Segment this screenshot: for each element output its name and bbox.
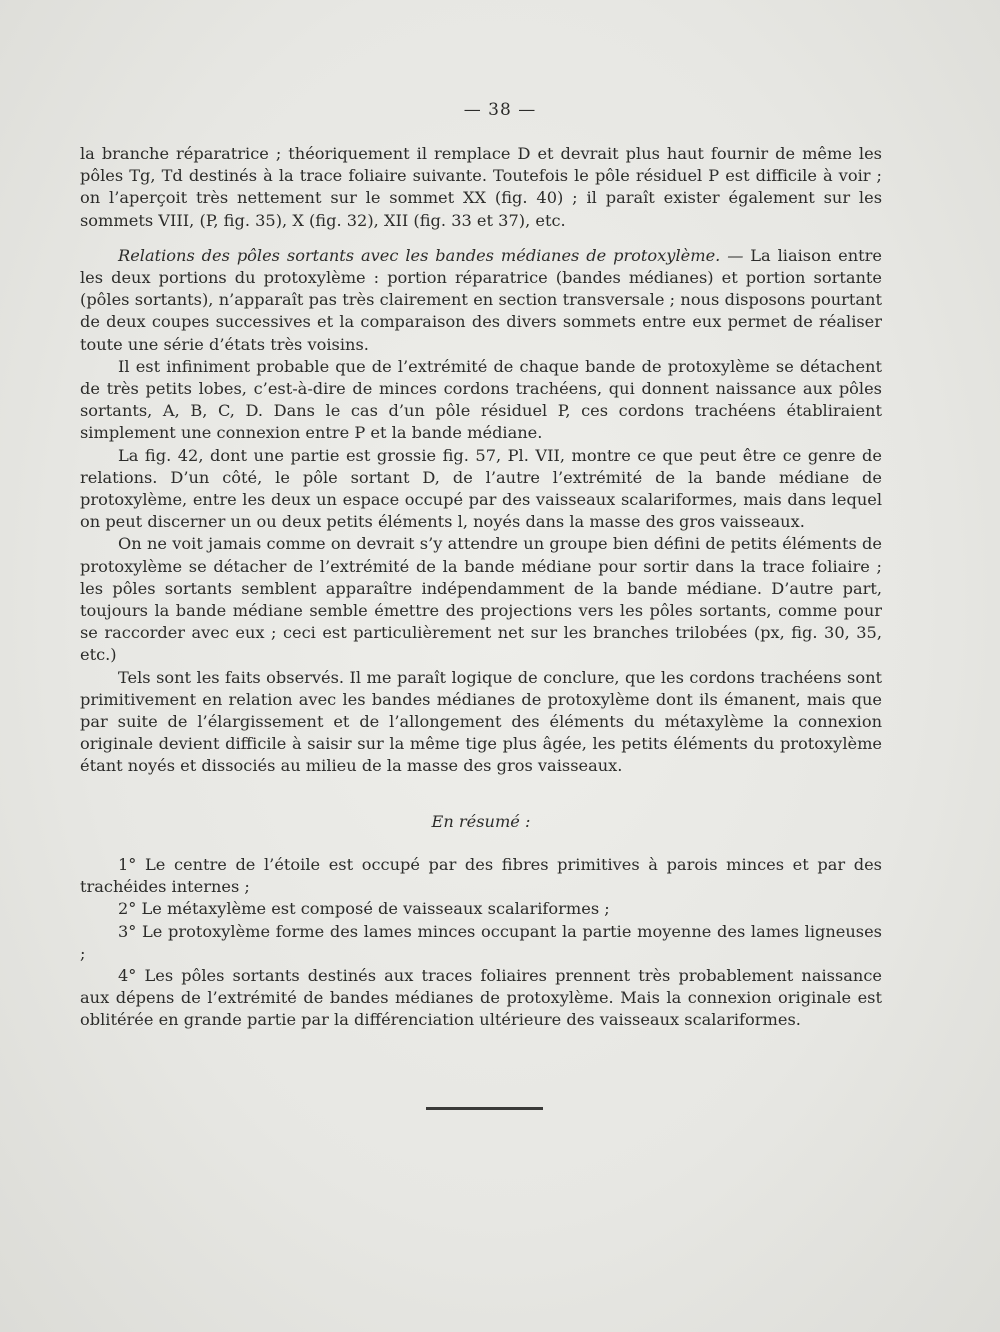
summary-item-text: 1° Le centre de l’étoile est occupé par des fibres primitives à parois minces et par des trachéides internes ; [80,854,882,897]
paragraph [80,667,882,778]
paragraph-text: La fig. 42, dont une partie est grossie fig. 57, Pl. VII, montre ce que peut être ce genre de relations. D’un côté, le pôle sortant D, de l’autre l’extrémité de la bande médiane de protoxylème, entre les deux un espace occupé par des vaisseaux scalariformes, mais dans lequel on peut discerner un ou deux petits éléments l, noyés dans la masse des gros vaisseaux. [80,445,882,532]
paragraph [80,356,882,445]
summary-item-text: 3° Le protoxylème forme des lames minces occupant la partie moyenne des lames ligneuses ; [80,921,882,963]
paragraph [80,533,882,666]
summary-heading: En résumé : [431,811,531,831]
summary-item [80,854,882,898]
paragraph [80,245,882,356]
section-title: Relations des pôles sortants avec les bandes médianes de protoxylème. — [118,245,744,265]
paragraph-text: la branche réparatrice ; théoriquement il remplace D et devrait plus haut fournir de même les pôles Tg, Td destinés à la trace foliaire suivante. Toutefois le pôle résiduel P est difficile à voir ; on l’aperçoit très nettement sur le sommet XX (fig. 40) ; il paraît exister également sur les sommets VIII, (P, fig. 35), X (fig. 32), XII (fig. 33 et 37), etc. [80,144,882,230]
summary-item [80,921,882,965]
paragraph-text: Il est infiniment probable que de l’extrémité de chaque bande de protoxylème se détachent de très petits lobes, c’est-à-dire de minces cordons trachéens, qui donnent naissance aux pôles sortants, A, B, C, D. Dans le cas d’un pôle résiduel P, ces cordons trachéens établiraient simplement une connexion entre P et la bande médiane. [80,356,882,443]
paragraph-text: Tels sont les faits observés. Il me paraît logique de conclure, que les cordons trachéens sont primitivement en relation avec les bandes médianes de protoxylème dont ils émanent, mais que par suite de l’élargissement et de l’allongement des éléments du métaxylème la connexion originale devient difficile à saisir sur la même tige plus âgée, les petits éléments du protoxylème étant noyés et dissociés au milieu de la masse des gros vaisseaux. [80,667,882,776]
paragraph-text: La liaison entre les deux portions du protoxylème : portion réparatrice (bandes médianes) et portion sortante (pôles sortants), n’apparaît pas très clairement en section transversale ; nous disposons pourtant de deux coupes successives et la comparaison des divers sommets entre eux permet de réaliser toute une série d’états très voisins. [80,245,882,354]
body-text [80,143,882,1032]
summary-item-text: 2° Le métaxylème est composé de vaisseaux scalariformes ; [118,899,610,919]
paragraph [80,143,882,232]
page-number: — 38 — [463,100,537,120]
paragraph [80,445,882,534]
summary-item [80,965,882,1032]
closing-rule [426,1107,543,1110]
paragraph-text: On ne voit jamais comme on devrait s’y attendre un groupe bien défini de petits éléments de protoxylème se détacher de l’extrémité de la bande médiane pour sortir dans la trace foliaire ; les pôles sortants semblent apparaître indépendamment de la bande médiane. D’autre part, toujours la bande médiane semble émettre des projections vers les pôles sortants, comme pour se raccorder avec eux ; ceci est particulièrement net sur les branches trilobées (px, fig. 30, 35, etc.) [80,534,882,665]
summary-item-text: 4° Les pôles sortants destinés aux traces foliaires prennent très probablement naissance aux dépens de l’extrémité de bandes médianes de protoxylème. Mais la connexion originale est oblitérée en grande partie par la différenciation ultérieure des vaisseaux scalariformes. [80,965,882,1030]
summary-item [80,898,882,920]
